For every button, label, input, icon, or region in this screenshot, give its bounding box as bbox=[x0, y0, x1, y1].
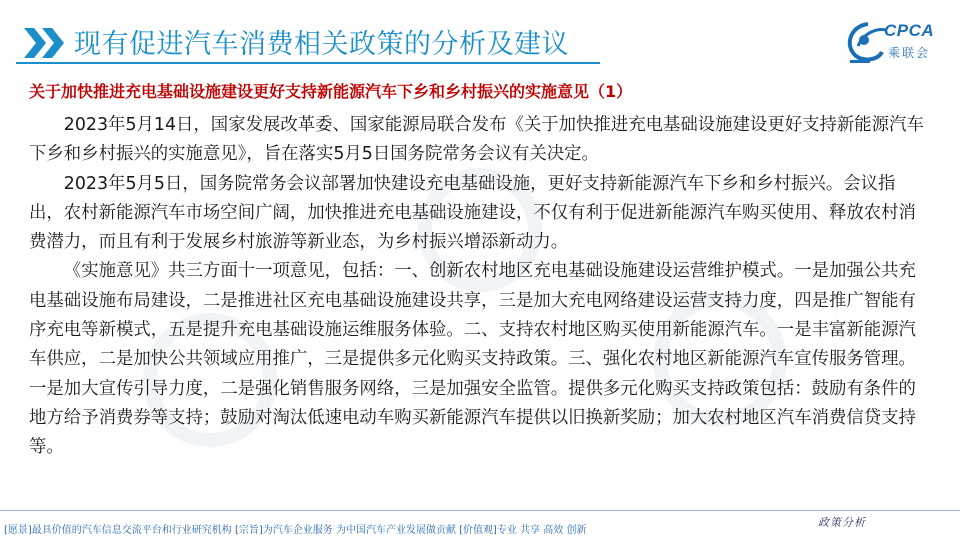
logo-text: CPCA bbox=[884, 21, 935, 40]
page-title: 现有促进汽车消费相关政策的分析及建议 bbox=[74, 29, 569, 60]
paragraph-3: 《实施意见》共三方面十一项意见，包括：一、创新农村地区充电基础设施建设运营维护模式。一是加强公共充电基础设施布局建设，二是推进社区充电基础设施建设共享，三是加大充电网络建设运营支持力度，四是推广智能有序充电等新模式，五是提升充电基础设施运维服务体验。二、支持农村地区购买使用新能源汽车。一是丰富新能源汽车供应，二是加快公共领域应用推广，三是提供多元化购买支持政策。三、强化农村地区新能源汽车宣传服务管理。一是加大宣传引导力度，二是强化销售服务网络，三是加强安全监管。提供多元化购买支持政策包括：鼓励有条件的地方给予消费券等支持；鼓励对淘汰低速电动车购买新能源汽车提供以旧换新奖励；加大农村地区汽车消费信贷支持等。 bbox=[29, 261, 916, 458]
double-chevron-icon bbox=[20, 24, 70, 62]
footer-divider bbox=[0, 510, 960, 511]
paragraph-1: 2023年5月14日，国家发展改革委、国家能源局联合发布《关于加快推进充电基础设施建设更好支持新能源汽车下乡和乡村振兴的实施意见》，旨在落实5月5日国务院常务会议有关决定。 bbox=[29, 115, 924, 165]
slide-header bbox=[0, 0, 960, 78]
footer-slogan: [愿景]最具价值的汽车信息交流平台和行业研究机构 [宗旨]为汽车企业服务 为中国汽车产业发展做贡献 [价值观]专业 共享 高效 创新 bbox=[4, 525, 587, 536]
section-subtitle: 关于加快推进充电基础设施建设更好支持新能源汽车下乡和乡村振兴的实施意见（1） bbox=[29, 82, 633, 101]
logo-subtext: 乘联会 bbox=[888, 46, 931, 60]
footer-section-label: 政策分析 bbox=[818, 516, 866, 529]
paragraph-2: 2023年5月5日，国务院常务会议部署加快建设充电基础设施，更好支持新能源汽车下乡和乡村振兴。会议指出，农村新能源汽车市场空间广阔，加快推进充电基础设施建设，不仅有利于促进新能源汽车购买使用、释放农村消费潜力，而且有利于发展乡村旅游等新业态，为乡村振兴增添新动力。 bbox=[29, 173, 916, 253]
title-underline bbox=[16, 62, 600, 64]
body-content bbox=[29, 111, 929, 463]
